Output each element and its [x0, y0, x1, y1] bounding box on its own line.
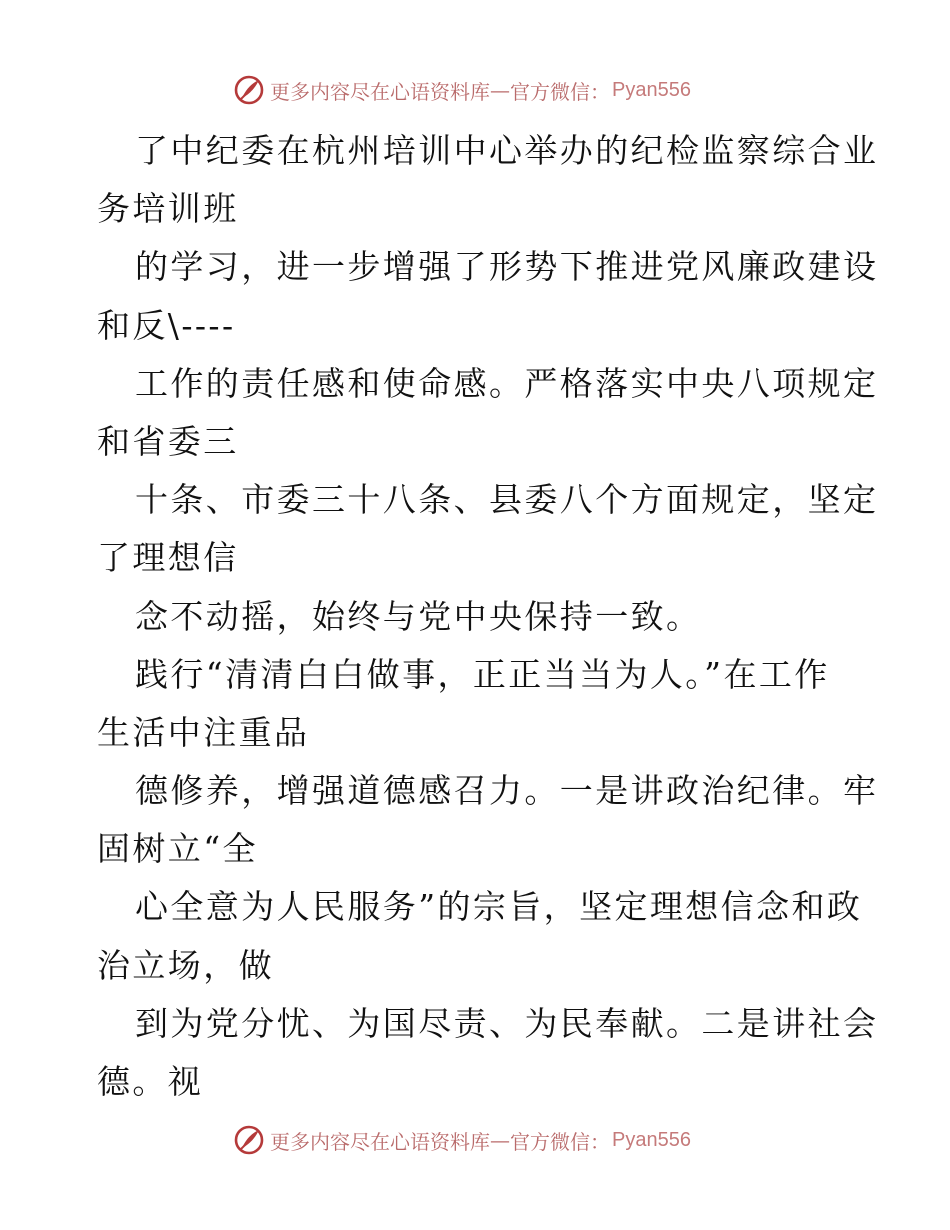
body-line: 践行“清清白白做事，正正当当为人。”在工作 [135, 654, 830, 694]
body-line: 到为党分忧、为国尽责、为民奉献。二是讲社会 [135, 1003, 879, 1043]
watermark-wechat-id: Pyan556 [612, 78, 691, 101]
feather-quill-logo-icon [234, 1125, 264, 1155]
feather-quill-logo-icon [234, 75, 264, 105]
document-body [97, 122, 879, 1111]
watermark-text: 更多内容尽在心语资料库 [270, 79, 490, 104]
watermark-wechat-id: Pyan556 [612, 1128, 691, 1151]
body-line: 十条、市委三十八条、县委八个方面规定，坚定 [135, 480, 879, 520]
body-line: 心全意为人民服务”的宗旨，坚定理想信念和政 [135, 887, 863, 927]
body-line: 了中纪委在杭州培训中心举办的纪检监察综合业 [135, 131, 879, 170]
body-line: 德。视 [97, 1062, 204, 1101]
body-line: 生活中注重品 [97, 712, 310, 752]
body-line: 和省委三 [97, 421, 239, 461]
header-watermark [234, 72, 691, 108]
watermark-dash: — [490, 1128, 510, 1152]
body-line: 治立场，做 [97, 945, 274, 985]
watermark-dash: — [490, 78, 510, 102]
watermark-text: 更多内容尽在心语资料库 [270, 1129, 490, 1154]
watermark-wechat-label: 官方微信： [510, 1129, 610, 1154]
footer-watermark [234, 1122, 691, 1158]
body-line: 念不动摇，始终与党中央保持一致。 [135, 596, 702, 636]
body-line: 固树立“全 [97, 829, 258, 869]
watermark-wechat-label: 官方微信： [510, 79, 610, 104]
body-line: 了理想信 [97, 538, 239, 578]
body-line: 和反\---- [97, 305, 236, 345]
body-line: 务培训班 [97, 189, 239, 229]
body-line: 工作的责任感和使命感。严格落实中央八项规定 [135, 363, 879, 403]
body-line: 的学习，进一步增强了形势下推进党风廉政建设 [135, 247, 879, 287]
body-line: 德修养，增强道德感召力。一是讲政治纪律。牢 [135, 771, 879, 811]
